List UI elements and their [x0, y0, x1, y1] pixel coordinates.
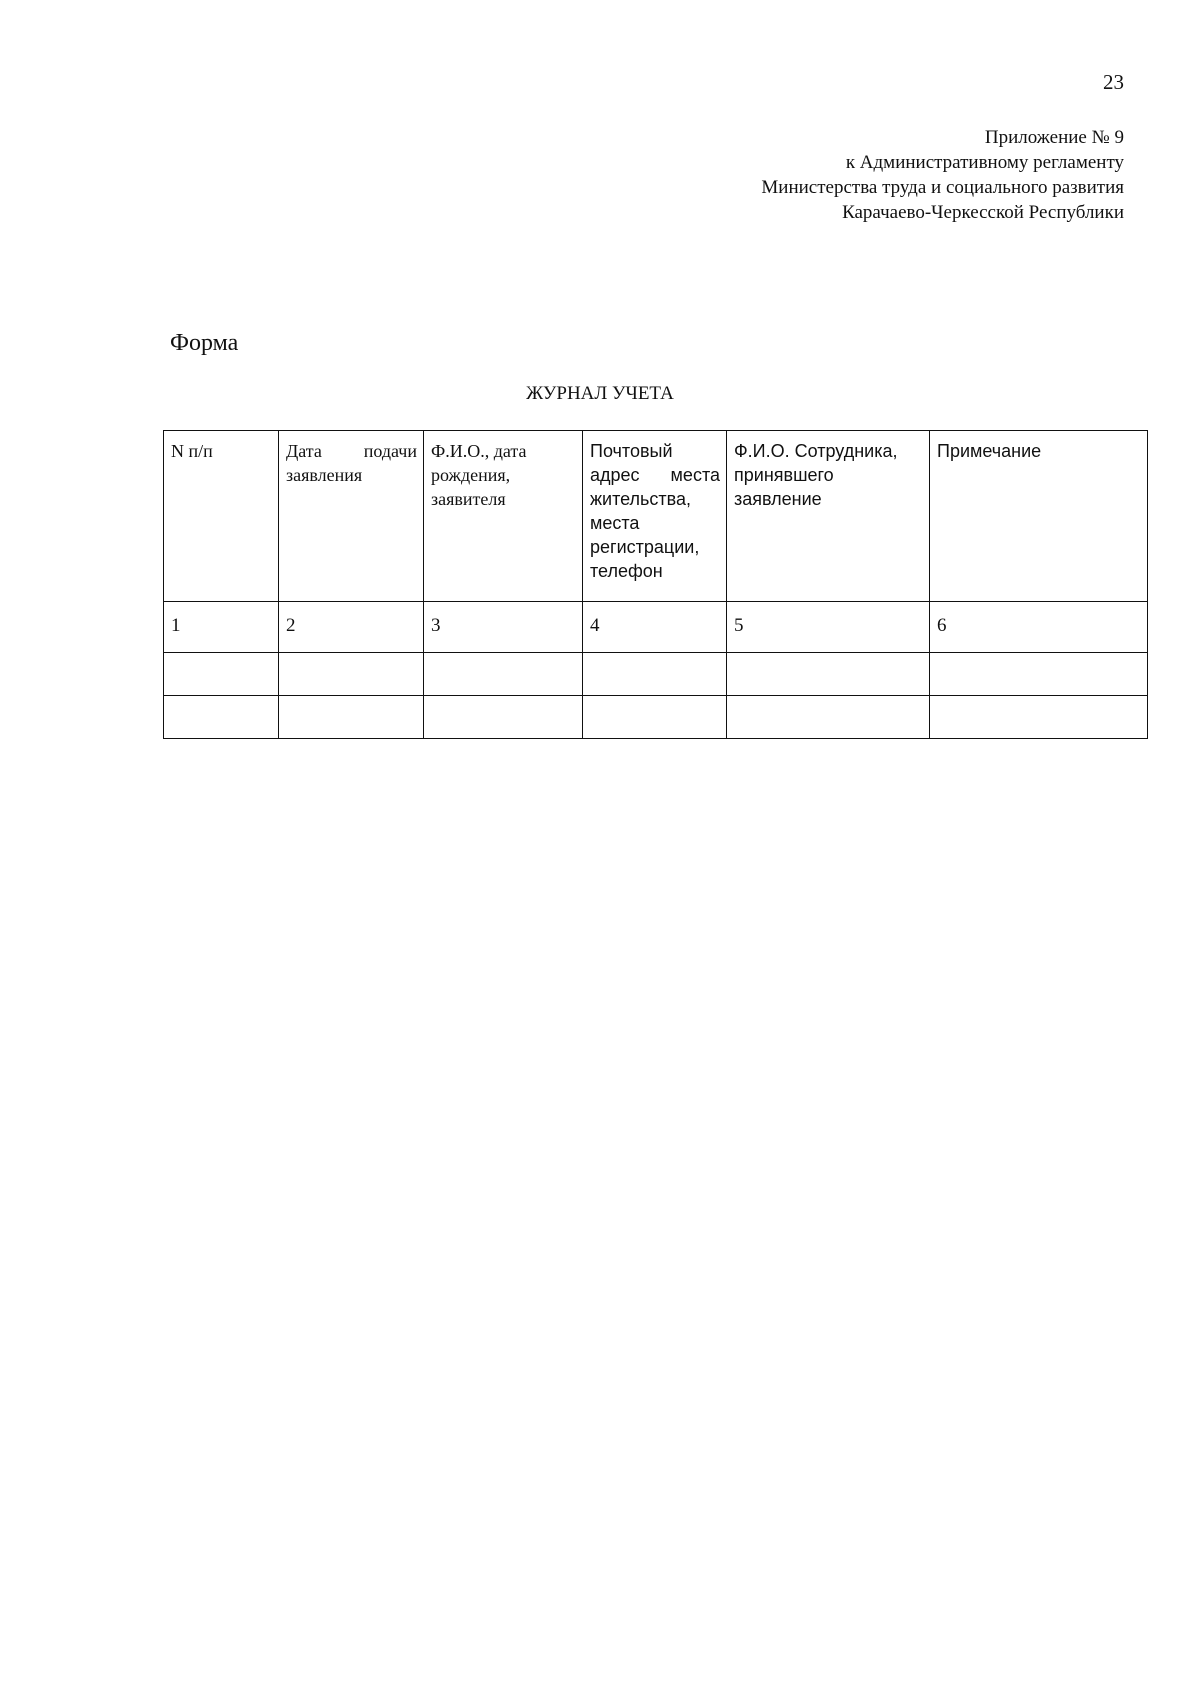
table-cell — [279, 696, 424, 739]
appendix-line: к Административному регламенту — [845, 152, 1124, 173]
table-cell — [583, 696, 727, 739]
table-cell — [279, 653, 424, 696]
column-number-cell: 2 — [279, 602, 424, 653]
column-number-row — [164, 602, 1148, 653]
appendix-line: Карачаево-Черкесской Республики — [842, 202, 1124, 223]
table-cell — [424, 696, 583, 739]
table-row — [164, 696, 1148, 739]
table-row — [164, 653, 1148, 696]
page-number: 23 — [1103, 70, 1124, 94]
header-cell-address: Почтовый адрес места жительства, места регистрации, телефон — [583, 431, 727, 602]
table-cell — [930, 653, 1148, 696]
table-cell — [164, 696, 279, 739]
journal-title: ЖУРНАЛ УЧЕТА — [526, 383, 674, 404]
appendix-block — [761, 125, 1124, 225]
journal-table — [163, 430, 1148, 739]
column-number-cell: 1 — [164, 602, 279, 653]
table-cell — [164, 653, 279, 696]
column-number-cell: 3 — [424, 602, 583, 653]
table-cell — [727, 696, 930, 739]
table-cell — [727, 653, 930, 696]
appendix-line: Министерства труда и социального развития — [761, 177, 1124, 198]
form-label: Форма — [170, 330, 239, 356]
header-cell-date: Дата подачи заявления — [279, 431, 424, 602]
column-number-cell: 5 — [727, 602, 930, 653]
table-header-row — [164, 431, 1148, 602]
table-cell — [583, 653, 727, 696]
column-number-cell: 4 — [583, 602, 727, 653]
header-cell-applicant: Ф.И.О., дата рождения, заявителя — [424, 431, 583, 602]
header-cell-number: N п/п — [164, 431, 279, 602]
column-number-cell: 6 — [930, 602, 1148, 653]
header-cell-employee: Ф.И.О. Сотрудника, принявшего заявление — [727, 431, 930, 602]
table-cell — [930, 696, 1148, 739]
header-cell-note: Примечание — [930, 431, 1148, 602]
appendix-line: Приложение № 9 — [984, 127, 1124, 148]
table-cell — [424, 653, 583, 696]
